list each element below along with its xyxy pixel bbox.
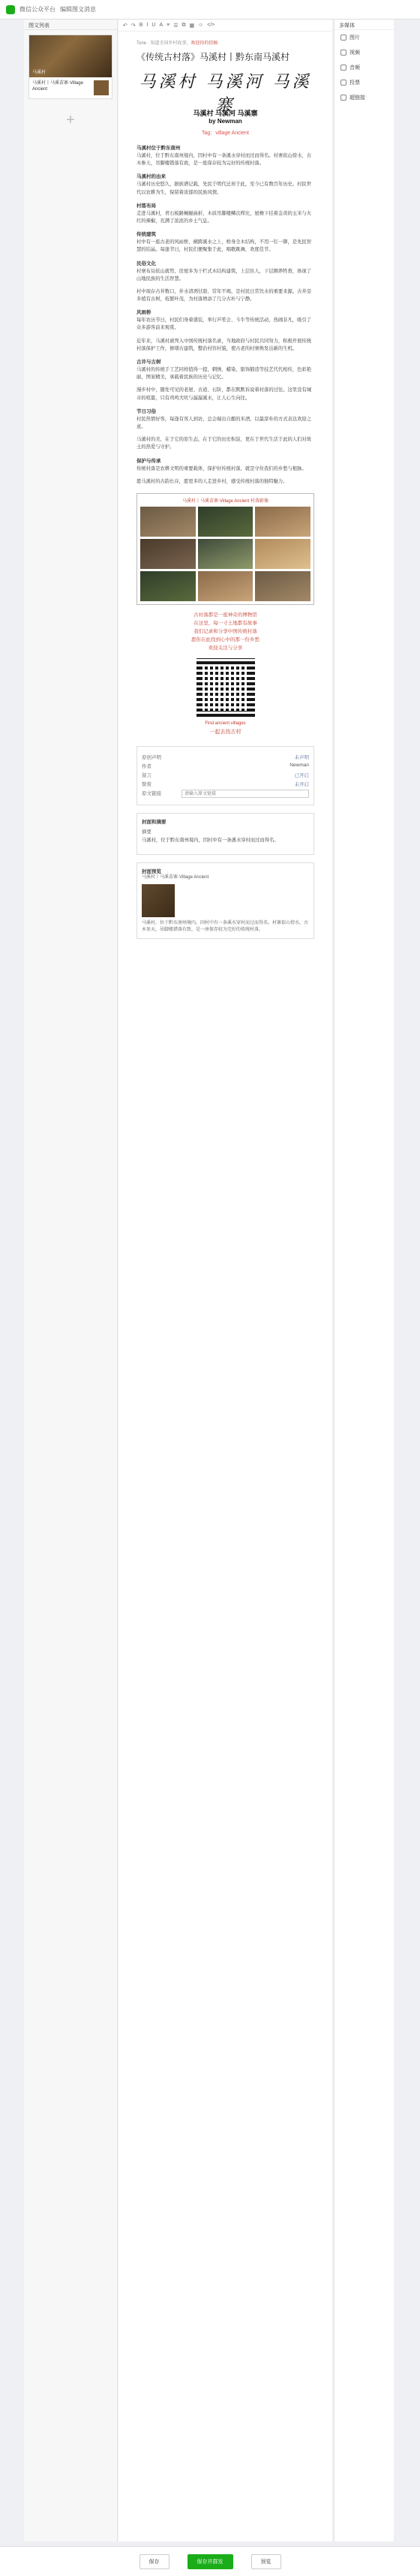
toolbar-button[interactable]: ≡	[166, 23, 170, 28]
body-paragraph: 马溪村历史悠久，据族谱记载，先民于明代迁居于此，至今已有数百年历史。村民世代以农耕为生，保留着浓郁的民族风情。	[136, 182, 311, 195]
tagline-prefix: Tone · 知道全国乡村故事，	[136, 41, 191, 46]
poem-author: by Newman	[208, 118, 242, 125]
village-photo[interactable]	[140, 571, 196, 601]
editor-area[interactable]	[118, 20, 332, 2541]
photo-collage	[136, 493, 314, 605]
top-bar	[0, 0, 420, 20]
village-photo[interactable]	[140, 507, 196, 537]
article-card[interactable]	[28, 35, 112, 99]
setting-original[interactable]	[142, 754, 309, 760]
cover-preview	[136, 862, 314, 939]
body-paragraph: 近年来，马溪村被列入中国传统村落名录，当地政府与村民共同努力，积极开展传统村落保护工作，修缮古建筑，整治村容村貌，使古老的村寨焕发出新的生机。	[136, 338, 311, 351]
section-heading: 马溪村位于黔东南州	[136, 146, 181, 151]
toolbar-button[interactable]: ▦	[189, 23, 195, 29]
setting-label: 原创声明	[142, 755, 161, 761]
insert-vote[interactable]	[334, 75, 394, 90]
section-heading: 民俗文化	[136, 260, 156, 266]
preview-text: 马溪村，位于黔东南州境内，因村中有一条溪水穿村而过而得名。村寨依山傍水，古木参天，吊脚楼错落有致，是一座保存较为完好的传统村落。	[142, 921, 309, 933]
section-heading: 村落布局	[136, 203, 156, 209]
summary-label: 摘要	[142, 829, 152, 835]
promo-line: 愿你在此找到心中的那一份乡愁	[191, 637, 260, 643]
article-mini-thumb	[94, 80, 109, 95]
setting-source-link	[142, 790, 309, 798]
tagline	[136, 39, 314, 46]
village-photo[interactable]	[255, 539, 310, 569]
tag-line: Tag：village Ancient	[201, 131, 250, 136]
insert-label: 图片	[350, 35, 360, 41]
toolbar-button[interactable]: B	[139, 23, 143, 28]
source-link-input[interactable]	[182, 790, 309, 798]
audio-icon	[340, 65, 346, 71]
article-list-panel	[24, 20, 118, 2541]
promo-text	[136, 611, 314, 652]
thumb-caption: 马溪村	[32, 71, 46, 75]
section-heading: 保护与传承	[136, 458, 161, 464]
setting-value[interactable]: 已开启	[294, 773, 309, 779]
body-paragraph: 传统村落是农耕文明的重要载体，保护好传统村落，就是守住我们的乡愁与根脉。	[136, 465, 307, 471]
body-paragraph: 马溪村的传统手工艺同样值得一提，刺绣、蜡染、银饰锻造等技艺代代相传，色彩艳丽，图案精美，承载着民族的历史与记忆。	[136, 367, 311, 381]
setting-comment[interactable]	[142, 772, 309, 778]
bottom-action-bar	[0, 2546, 420, 2576]
village-photo[interactable]	[255, 507, 310, 537]
toolbar-button[interactable]: ↶	[123, 23, 128, 29]
village-photo[interactable]	[140, 539, 196, 569]
toolbar-button[interactable]: A	[159, 23, 164, 28]
village-photo[interactable]	[255, 571, 310, 601]
article-title[interactable]: 《传统古村落》马溪村丨黔东南马溪村	[136, 52, 290, 62]
summary-row	[142, 828, 309, 835]
toolbar-button[interactable]: U	[152, 23, 156, 28]
setting-label: 原文链接	[142, 791, 161, 797]
insert-label: 投票	[350, 80, 360, 86]
article-list-header: 图文列表	[24, 20, 117, 30]
village-photo[interactable]	[198, 571, 254, 601]
body-paragraph: 每年农历节日，村民们身着盛装，举行芦笙会、斗牛等传统活动，热闹非凡，吸引了众多游客前来观赏。	[136, 317, 311, 331]
insert-video[interactable]	[334, 45, 394, 60]
calligraphy-image: 马溪村 马溪河 马溪寨	[139, 73, 312, 115]
toolbar-button[interactable]: ☰	[173, 23, 178, 29]
article-sub-text: 马溪村丨马溪苗寨·Village Ancient	[32, 81, 83, 92]
setting-label: 作者	[142, 764, 152, 770]
setting-author[interactable]	[142, 763, 309, 769]
insert-label: 视频	[350, 50, 360, 56]
poem-title: 马溪村 马溪河 马溪寨	[193, 110, 258, 117]
video-icon	[340, 50, 346, 56]
preview-thumb[interactable]	[142, 884, 175, 917]
toolbar-button[interactable]: </>	[207, 23, 215, 28]
media-panel	[334, 20, 394, 2541]
promo-line: 古村落都是一座神奇的博物馆	[194, 612, 257, 618]
qr-caption-cn: 一起去找古村	[209, 730, 242, 736]
article-cover-thumb	[29, 35, 112, 77]
article-sub-row[interactable]	[29, 77, 112, 98]
cover-summary-settings	[136, 813, 314, 855]
village-photo[interactable]	[198, 507, 254, 537]
toolbar-button[interactable]: ⧉	[182, 22, 186, 28]
add-article-button[interactable]	[28, 104, 112, 137]
body-paragraph: 漫步村中，随处可见的老屋、古道、石阶，都在默默诉说着村落的过往。这里没有城市的喧嚣，只有鸡鸣犬吠与潺潺溪水，让人心生向往。	[136, 387, 311, 401]
article-body[interactable]	[118, 32, 332, 939]
window-title: 微信公众平台	[20, 6, 56, 13]
setting-reward[interactable]	[142, 781, 309, 787]
body-paragraph: 马溪村，位于黔东南州境内，因村中有一条溪水穿村而过而得名。村寨依山傍水，古木参天，吊脚楼错落有致，是一座保存较为完好的传统村落。	[136, 153, 311, 167]
preview-header: 封面预览	[142, 869, 161, 875]
preview-button[interactable]: 预览	[251, 2554, 281, 2569]
section-heading: 风雨桥	[136, 310, 152, 316]
body-paragraph: 村民热情好客，每逢有客人到访，总会端出自酿的米酒，以最淳朴的方式表达欢迎之意。	[136, 416, 311, 429]
media-panel-header: 多媒体	[334, 20, 394, 30]
summary-text[interactable]: 马溪村，位于黔东南州境内，因村中有一条溪水穿村而过而得名。	[142, 838, 279, 844]
body-paragraph: 村寨布局依山就势，房屋多为干栏式木结构建筑，上层住人，下层圈养牲畜，体现了山地民族的生活智慧。	[136, 268, 311, 281]
publish-button[interactable]: 保存并群发	[188, 2554, 233, 2569]
setting-value[interactable]: 未开启	[294, 782, 309, 788]
section-heading: 马溪村的由来	[136, 174, 166, 180]
photo-grid	[140, 507, 310, 601]
toolbar-button[interactable]: ↷	[130, 23, 136, 29]
setting-value[interactable]: 未声明	[294, 755, 309, 761]
vote-icon	[340, 80, 346, 86]
qr-caption: Find ancient villages	[205, 721, 246, 727]
toolbar-button[interactable]: I	[146, 23, 148, 28]
qr-code-icon	[196, 658, 255, 717]
tagline-highlight[interactable]: 欢迎你的投稿	[190, 41, 218, 46]
plus-icon: +	[66, 111, 75, 128]
promo-line: 在这里，每一寸土地都有故事	[194, 620, 257, 626]
body-paragraph: 村中有一座古老的风雨桥，横跨溪水之上，桥身全木结构，不用一钉一铆，是先民智慧的结晶。每逢节日，村民们便聚集于此，唱歌跳舞，欢度佳节。	[136, 239, 311, 253]
section-heading: 节日习俗	[136, 408, 156, 414]
photo-collage-title: 马溪村丨马溪苗寨·Village Ancient 村落影像	[182, 498, 268, 504]
link-icon	[340, 95, 346, 101]
tab-edit[interactable]: 编辑图文消息	[60, 6, 96, 13]
village-photo[interactable]	[198, 539, 254, 569]
promo-line: 欢迎关注与分享	[208, 646, 243, 652]
body-paragraph: 走进马溪村，青石板路蜿蜒曲折，木质吊脚楼鳞次栉比，屋檐下挂着金黄的玉米与火红的辣椒，充满了浓浓的乡土气息。	[136, 210, 311, 224]
cover-section-title: 封面和摘要	[142, 820, 166, 826]
promo-line: 我们记录和分享中国传统村落	[194, 628, 257, 634]
body-paragraph: 马溪村的美，在于它的原生态，在于它的历史积淀，更在于世代生活于此的人们对故土的热爱与守护。	[136, 437, 311, 450]
wechat-logo-icon	[6, 5, 15, 14]
setting-label: 赞赏	[142, 782, 152, 788]
insert-label: 超链接	[350, 95, 365, 101]
preview-caption: 马溪村丨马溪苗寨·Village Ancient	[142, 875, 209, 880]
article-settings	[136, 746, 314, 805]
body-paragraph: 村中现存古井数口，井水清冽甘甜，常年不竭，是村民日常饮水的重要来源。古井旁多植有古树，枝繁叶茂，为村落增添了几分古朴与宁静。	[136, 288, 311, 302]
insert-label: 音频	[350, 65, 360, 71]
insert-link[interactable]	[334, 90, 394, 105]
insert-image[interactable]	[334, 30, 394, 45]
toolbar-button[interactable]: ☺	[198, 23, 204, 28]
image-icon	[340, 35, 346, 41]
section-heading: 传统建筑	[136, 232, 156, 238]
setting-label: 留言	[142, 773, 152, 779]
insert-audio[interactable]	[334, 60, 394, 75]
body-paragraph: 愿马溪村的古韵长存，愿更多的人走进乡村，感受传统村落的独特魅力。	[136, 478, 288, 484]
save-button[interactable]: 保存	[140, 2554, 170, 2569]
setting-value[interactable]: Newman	[290, 763, 309, 769]
editor-toolbar	[118, 20, 332, 32]
section-heading: 古井与古树	[136, 360, 161, 365]
